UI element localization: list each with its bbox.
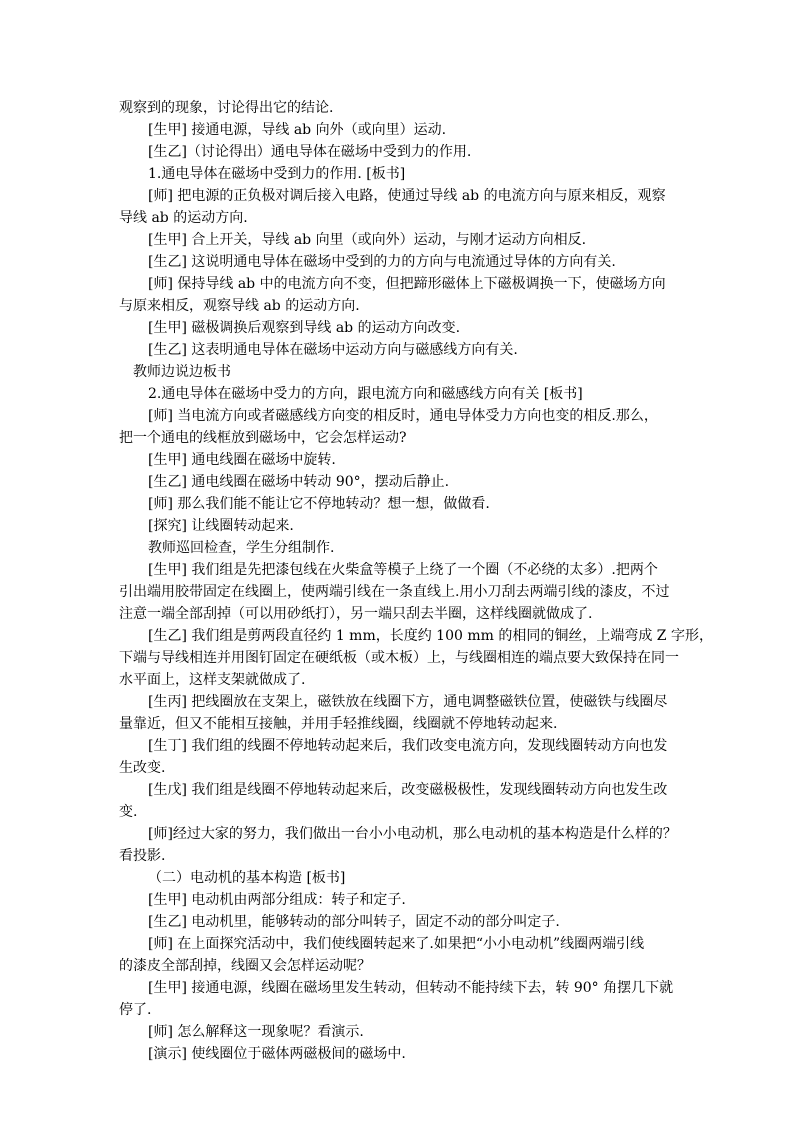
text-line: [生甲] 我们组是先把漆包线在火柴盒等模子上绕了一个圈（不必绕的太多）.把两个 [148, 562, 658, 578]
text-line: [生甲] 合上开关，导线 ab 向里（或向外）运动，与刚才运动方向相反. [148, 232, 587, 248]
text-line: [生甲] 接通电源，导线 ab 向外（或向里）运动. [148, 122, 447, 138]
text-line: 2.通电导体在磁场中受力的方向，跟电流方向和磁感线方向有关 [板书] [148, 386, 583, 402]
text-line: [演示] 使线圈位于磁体两磁极间的磁场中. [148, 1046, 406, 1062]
text-line: 看投影. [119, 848, 166, 864]
text-line: 水平面上，这样支架就做成了. [119, 672, 306, 688]
text-line: [生甲] 磁极调换后观察到导线 ab 的运动方向改变. [148, 320, 461, 336]
text-line: [生乙] 通电线圈在磁场中转动 90°，摆动后静止. [148, 474, 450, 490]
text-line: [师] 怎么解释这一现象呢？看演示. [148, 1024, 364, 1040]
text-line: [生乙] 电动机里，能够转动的部分叫转子，固定不动的部分叫定子. [148, 914, 560, 930]
text-line: [师] 那么我们能不能让它不停地转动？想一想，做做看. [148, 496, 490, 512]
text-line: [生丁] 我们组的线圈不停地转动起来后，我们改变电流方向，发现线圈转动方向也发 [148, 738, 668, 754]
text-line: [生甲] 接通电源，线圈在磁场里发生转动，但转动不能持续下去，转 90° 角摆几下就 [148, 980, 674, 996]
text-line: [师] 把电源的正负极对调后接入电路，使通过导线 ab 的电流方向与原来相反，观察 [148, 188, 666, 204]
text-line: 教师巡回检查，学生分组制作. [148, 540, 335, 556]
text-line: [生乙]（讨论得出）通电导体在磁场中受到力的作用. [148, 144, 472, 160]
text-line: 生改变. [119, 760, 166, 776]
text-line: [师] 当电流方向或者磁感线方向变的相反时，通电导体受力方向也变的相反.那么， [148, 408, 658, 424]
text-line: 与原来相反，观察导线 ab 的运动方向. [119, 298, 360, 314]
text-line: [生甲] 通电线圈在磁场中旋转. [148, 452, 336, 468]
text-line: 观察到的现象，讨论得出它的结论. [119, 100, 334, 116]
text-line: 停了. [119, 1002, 152, 1018]
text-line: 导线 ab 的运动方向. [119, 210, 248, 226]
text-line: 引出端用胶带固定在线圈上，使两端引线在一条直线上.用小刀刮去两端引线的漆皮，不过 [119, 584, 670, 600]
text-line: 变. [119, 804, 138, 820]
text-line: [探究] 让线圈转动起来. [148, 518, 294, 534]
text-line: 教师边说边板书 [133, 364, 231, 380]
text-line: [生甲] 电动机由两部分组成：转子和定子. [148, 892, 406, 908]
text-line: 量靠近，但又不能相互接触，并用手轻推线圈，线圈就不停地转动起来. [119, 716, 558, 732]
text-line: [生乙] 这说明通电导体在磁场中受到的力的方向与电流通过导体的方向有关. [148, 254, 616, 270]
text-line: [生丙] 把线圈放在支架上，磁铁放在线圈下方，通电调整磁铁位置，使磁铁与线圈尽 [148, 694, 668, 710]
text-line: [师] 保持导线 ab 中的电流方向不变，但把蹄形磁体上下磁极调换一下，使磁场方向 [148, 276, 666, 292]
text-line: 把一个通电的线框放到磁场中，它会怎样运动? [119, 430, 407, 446]
text-line: [师]经过大家的努力，我们做出一台小小电动机，那么电动机的基本构造是什么样的？ [148, 826, 677, 842]
text-line: [生戊] 我们组是线圈不停地转动起来后，改变磁极极性，发现线圈转动方向也发生改 [148, 782, 668, 798]
text-line: [师] 在上面探究活动中，我们使线圈转起来了.如果把“小小电动机”线圈两端引线 [148, 936, 645, 952]
text-line: 注意一端全部刮掉（可以用砂纸打），另一端只刮去半圈，这样线圈就做成了. [119, 606, 593, 622]
text-line: [生乙] 这表明通电导体在磁场中运动方向与磁感线方向有关. [148, 342, 518, 358]
text-line: [生乙] 我们组是剪两段直径约 1 mm，长度约 100 mm 的相同的铜丝，上端弯成 Z 字形， [148, 628, 713, 644]
text-line: （二）电动机的基本构造 [板书] [148, 870, 346, 886]
text-line: 下端与导线相连并用图钉固定在硬纸板（或木板）上，与线圈相连的端点要大致保持在同一 [119, 650, 679, 666]
text-line: 1.通电导体在磁场中受到力的作用. [板书] [148, 166, 406, 182]
text-line: 的漆皮全部刮掉，线圈又会怎样运动呢？ [119, 958, 371, 974]
